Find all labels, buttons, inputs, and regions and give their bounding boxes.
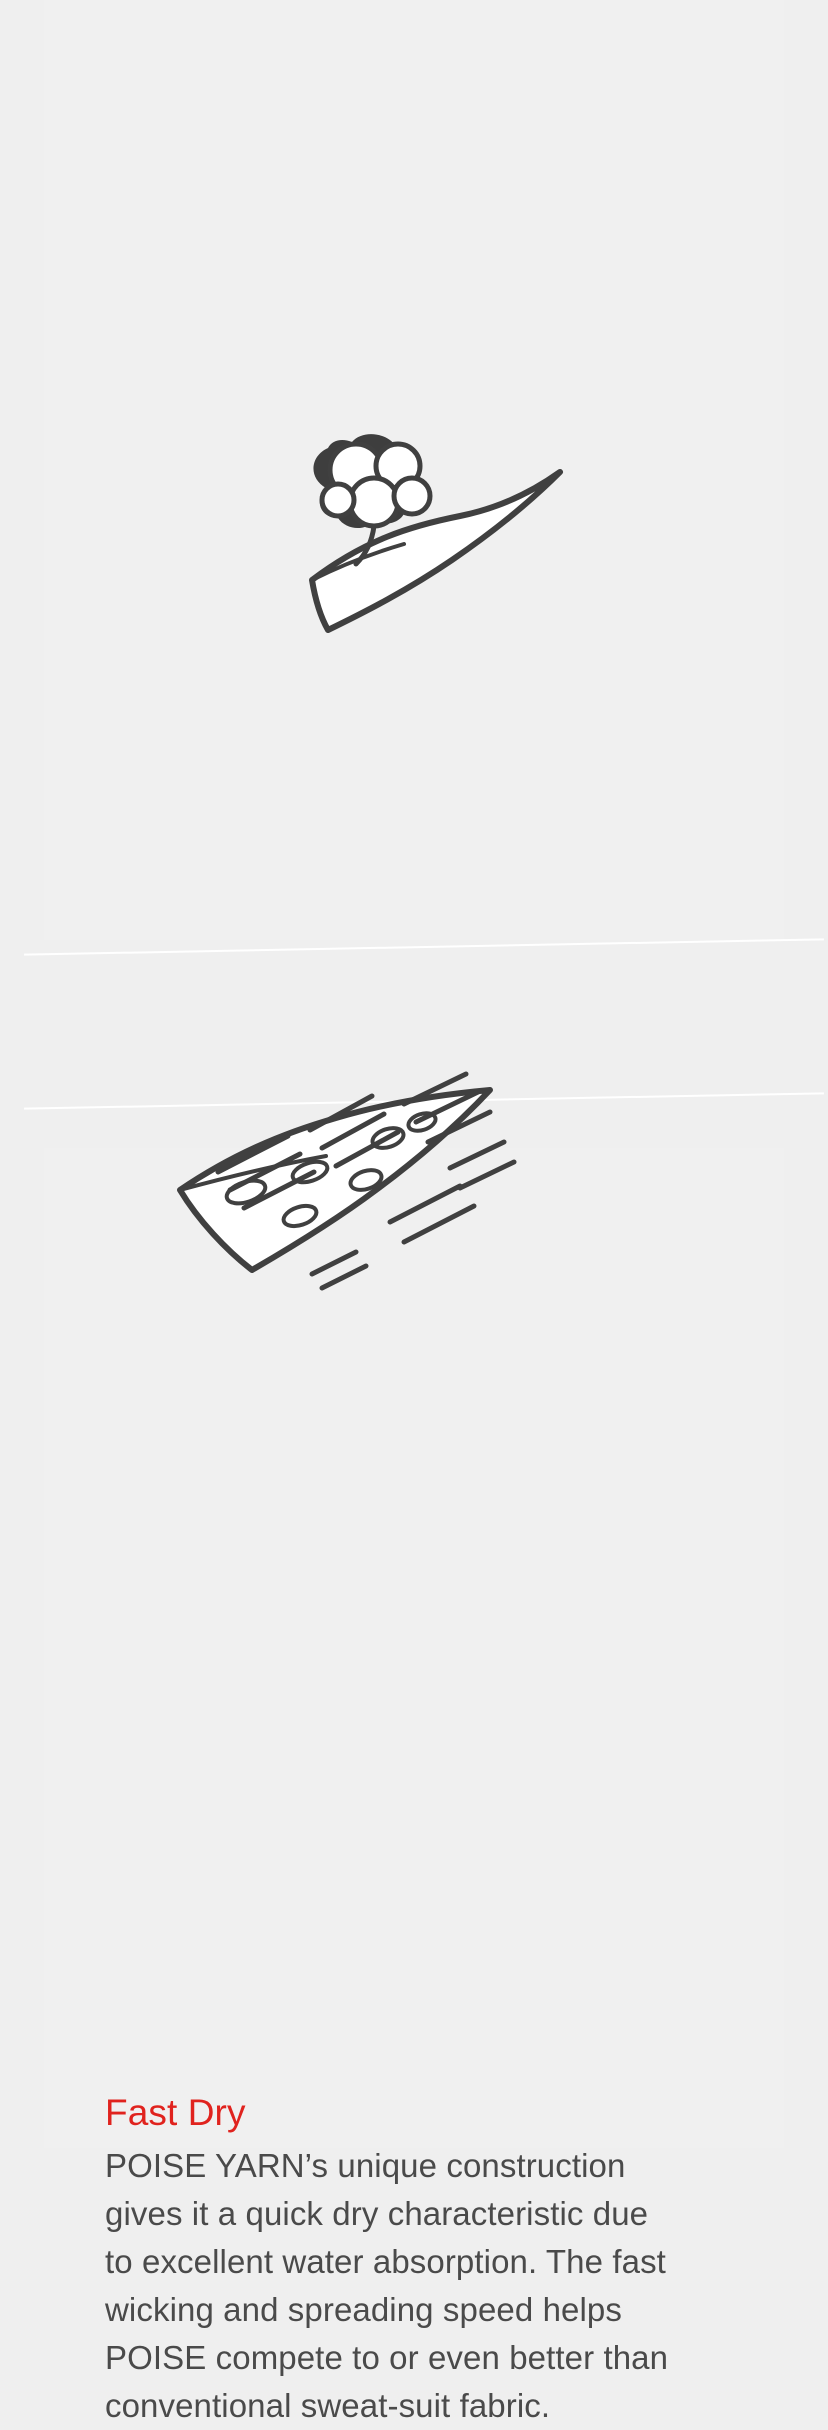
feature-text-block-fast-dry [105, 2090, 685, 2430]
section-body: POISE YARN’s unique construction gives it a quick dry characteristic due to excellent water absorption. The fast wicking and spreading speed helps POISE compete to or even better than conventional sweat-suit fabric. [105, 2147, 669, 2424]
water-droplets-evaporating-fabric-illustration [0, 1050, 740, 1310]
left-gutter [0, 0, 44, 2000]
section-title: Fast Dry [105, 2092, 246, 2133]
right-gutter [784, 0, 828, 2000]
cotton-boll-on-fabric-illustration [0, 430, 740, 660]
